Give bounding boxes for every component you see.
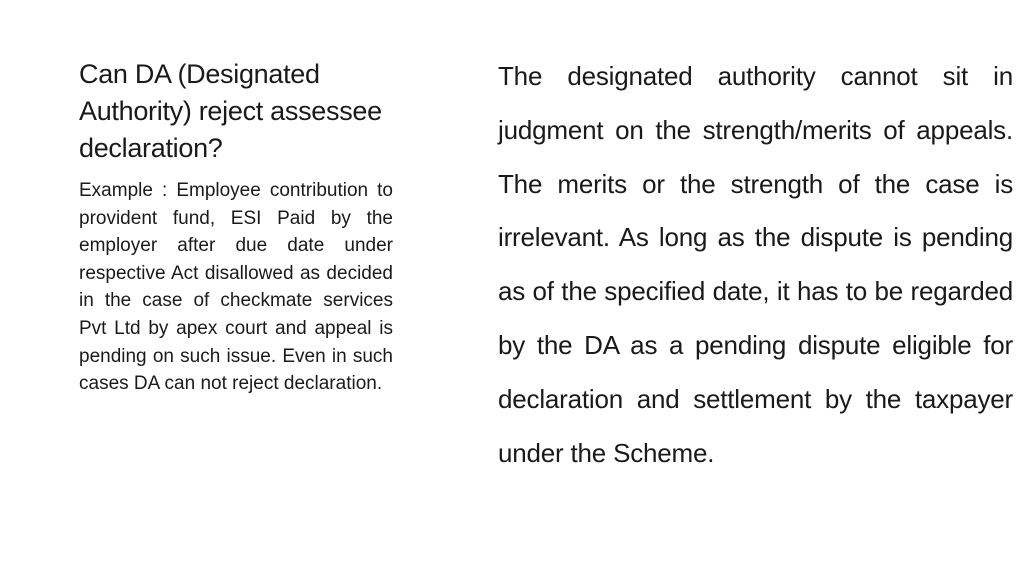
slide-title: Can DA (Designated Authority) reject assessee declaration? (79, 59, 382, 163)
explanation-text: The designated authority cannot sit in judgment on the strength/merits of appeals. The merits or the strength of the case is irrelevant. As long as the dispute is pending as of the specified date, it has to be regarded by the DA as a pending dispute eligible for declaration and settlement by the taxpayer under the Scheme. (498, 61, 1013, 468)
example-text: Example : Employee contribution to provident fund, ESI Paid by the employer after due date under respective Act disallowed as decided in the case of checkmate services Pvt Ltd by apex court and appeal is pending on such issue. Even in such cases DA can not reject declaration. (79, 180, 393, 395)
left-column (79, 56, 393, 398)
right-column (498, 50, 1013, 480)
